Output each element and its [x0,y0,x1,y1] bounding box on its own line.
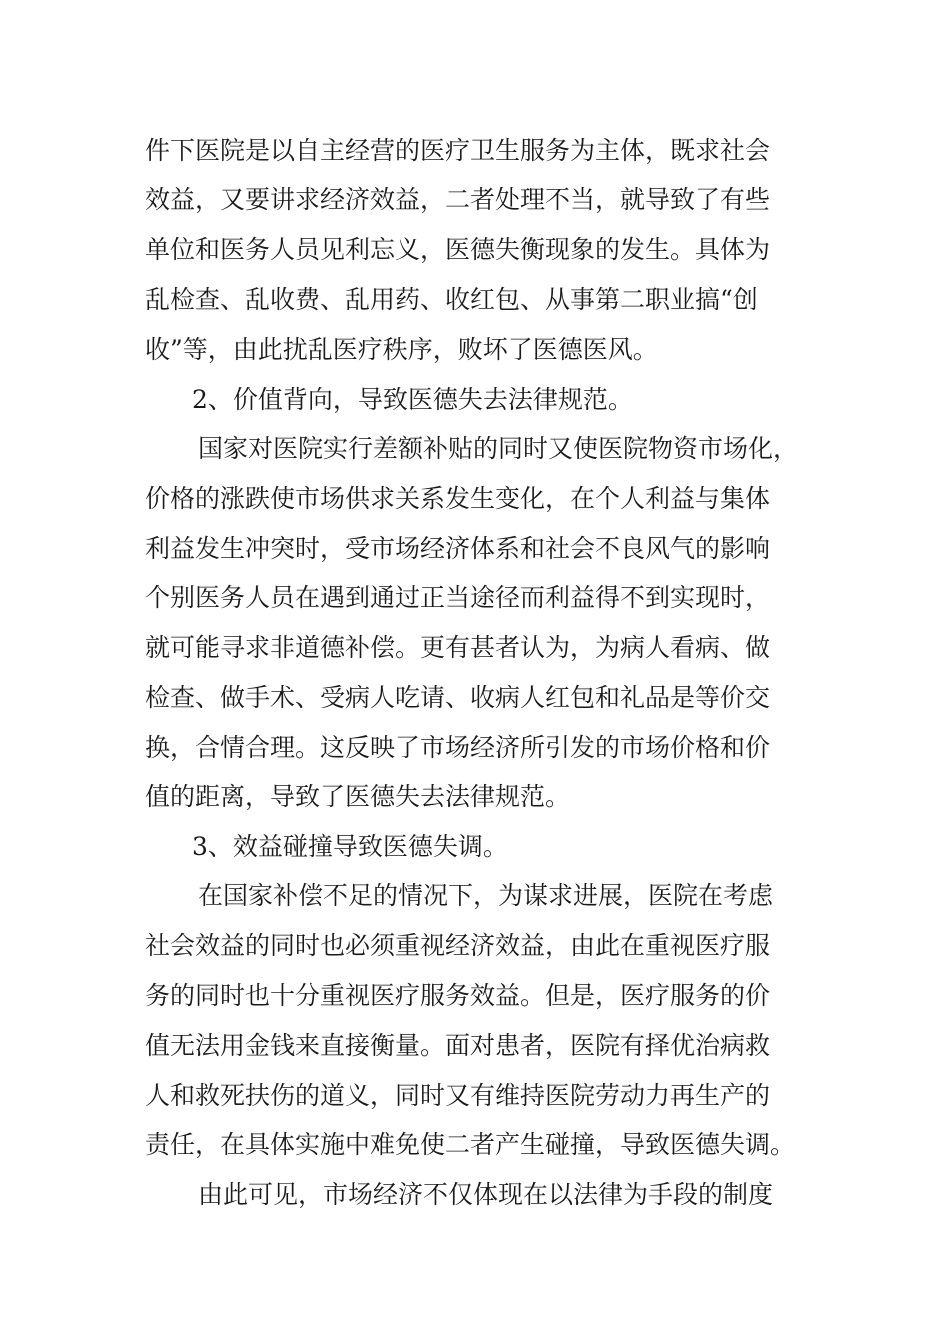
paragraph-line-20: 人和救死扶伤的道义，同时又有维持医院劳动力再生产的 [145,1081,771,1110]
section-heading-2: 2、价值背向，导致医德失去法律规范。 [192,385,633,414]
paragraph-line-17: 社会效益的同时也必须重视经济效益，由此在重视医疗服 [145,931,771,960]
paragraph-line-1: 件下医院是以自主经营的医疗卫生服务为主体，既求社会 [145,136,771,165]
paragraph-line-22: 由此可见，市场经济不仅体现在以法律为手段的制度 [198,1180,774,1209]
paragraph-line-4: 乱检查、乱收费、乱用药、收红包、从事第二职业搞“创 [145,285,758,314]
paragraph-line-12: 检查、做手术、受病人吃请、收病人红包和礼品是等价交 [145,683,771,712]
paragraph-line-16: 在国家补偿不足的情况下，为谋求进展，医院在考虑 [198,881,774,910]
paragraph-line-9: 利益发生冲突时，受市场经济体系和社会不良风气的影响 [145,534,771,563]
paragraph-line-19: 值无法用金钱来直接衡量。面对患者，医院有择优治病救 [145,1031,771,1060]
paragraph-line-3: 单位和医务人员见利忘义，医德失衡现象的发生。具体为 [145,235,771,264]
paragraph-line-18: 务的同时也十分重视医疗服务效益。但是，医疗服务的价 [145,981,771,1010]
paragraph-line-14: 值的距离，导致了医德失去法律规范。 [145,782,571,811]
paragraph-line-5: 收”等，由此扰乱医疗秩序，败坏了医德医风。 [145,335,658,364]
paragraph-line-21: 责任，在具体实施中难免使二者产生碰撞，导致医德失调。 [145,1130,796,1159]
section-heading-3: 3、效益碰撞导致医德失调。 [192,832,508,861]
paragraph-line-2: 效益，又要讲求经济效益，二者处理不当，就导致了有些 [145,185,771,214]
paragraph-line-10: 个别医务人员在遇到通过正当途径而利益得不到实现时， [145,583,771,612]
paragraph-line-8: 价格的涨跌使市场供求关系发生变化，在个人利益与集体 [145,484,771,513]
paragraph-line-7: 国家对医院实行差额补贴的同时又使医院物资市场化， [198,434,799,463]
paragraph-line-11: 就可能寻求非道德补偿。更有甚者认为，为病人看病、做 [145,633,771,662]
paragraph-line-13: 换，合情合理。这反映了市场经济所引发的市场价格和价 [145,733,771,762]
